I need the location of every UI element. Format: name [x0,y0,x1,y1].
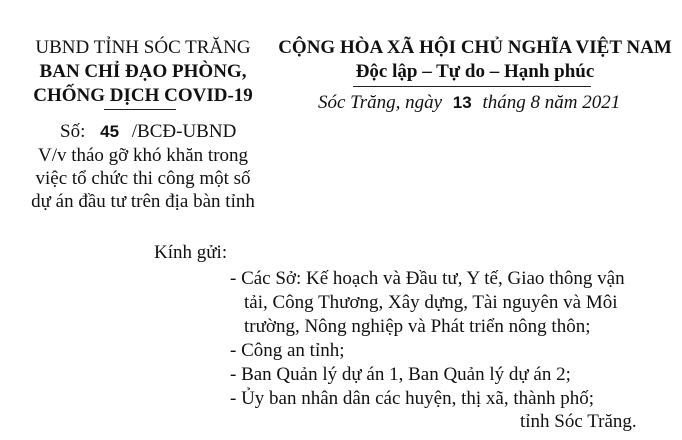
recipient-line: tải, Công Thương, Xây dựng, Tài nguyên và Môi [244,292,618,313]
national-title: CỘNG HÒA XÃ HỘI CHỦ NGHĨA VIỆT NAM [278,37,672,58]
recipient-line: tỉnh Sóc Trăng. [520,411,637,432]
recipient-line: - Ủy ban nhân dân các huyện, thị xã, thành phố; [230,388,595,409]
recipient-line: - Công an tỉnh; [230,340,345,361]
subject-line3: dự án đầu tư trên địa bàn tỉnh [31,191,255,212]
issuing-committee-line1: BAN CHỈ ĐẠO PHÒNG, [39,61,247,82]
national-motto: Độc lập – Tự do – Hạnh phúc [355,61,595,82]
issuing-committee-line2: CHỐNG DỊCH COVID-19 [33,85,253,106]
number-handwritten: 45 [100,122,120,141]
date-month-year: tháng 8 năm 2021 [482,92,621,113]
subject-line1: V/v tháo gỡ khó khăn trong [37,145,249,166]
recipient-line: - Ban Quản lý dự án 1, Ban Quản lý dự án 2; [230,364,571,385]
date-place-prefix: Sóc Trăng, ngày [318,92,443,113]
subject-line2: việc tổ chức thi công một số [35,168,251,189]
number-suffix: /BCĐ-UBND [131,121,237,142]
issuing-authority: UBND TỈNH SÓC TRĂNG [35,37,251,58]
recipient-line: - Các Sở: Kế hoạch và Đầu tư, Y tế, Giao thông vận [230,268,625,289]
document-date [318,92,620,114]
date-day-handwritten: 13 [452,93,472,112]
recipients-heading: Kính gửi: [154,242,228,263]
left-header-underline [104,109,176,110]
document-number [60,121,236,143]
motto-underline [353,86,591,87]
recipient-line: trường, Nông nghiệp và Phát triển nông thôn; [244,316,591,337]
number-prefix: Số: [60,121,86,142]
